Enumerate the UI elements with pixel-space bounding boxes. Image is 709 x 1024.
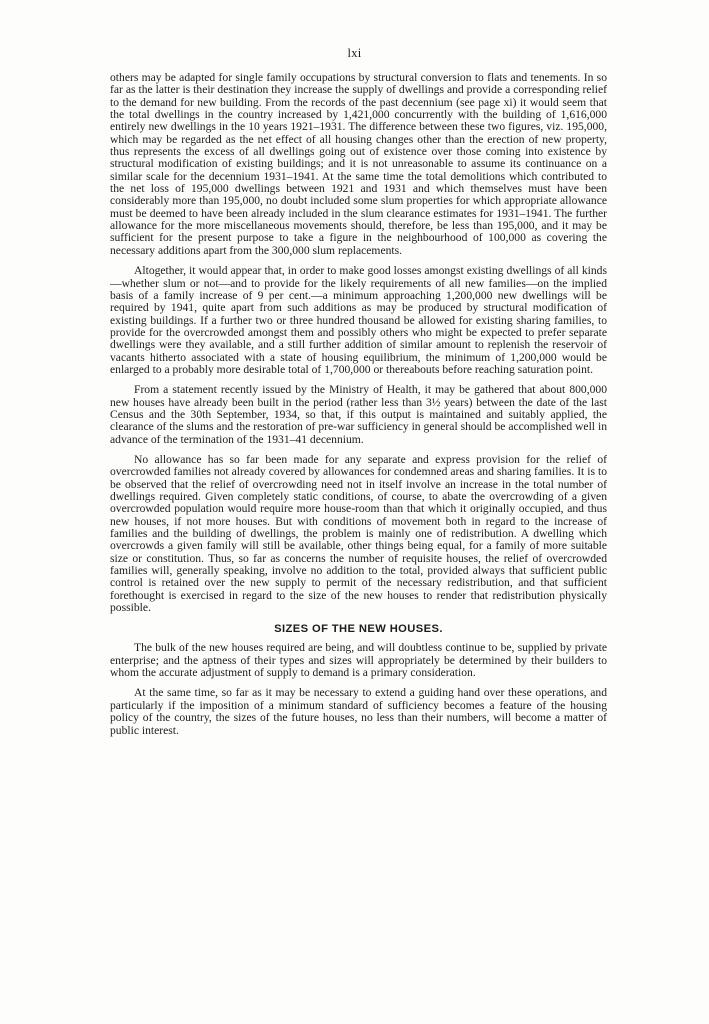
paragraph-guiding-hand: At the same time, so far as it may be necessary to extend a guiding hand over these operations, and particularly if the imposition of a minimum standard of sufficiency becomes a feature of the housing policy of the country, the sizes of the future houses, no less than their numbers, will become a matter of public interest. [110, 686, 607, 737]
paragraph-ministry-statement: From a statement recently issued by the Ministry of Health, it may be gathered that about 800,000 new houses have already been built in the period (rather less than 3½ years) between the date of the last Census and the 30th September, 1934, so that, if this output is maintained and suitably applied, the clearance of the slums and the restoration of pre-war sufficiency in general should be accomplished well in advance of the termination of the 1931–41 decennium. [110, 383, 607, 446]
paragraph-private-enterprise: The bulk of the new houses required are being, and will doubtless continue to be, supplied by private enterprise; and the aptness of their types and sizes will appropriately be determined by their builders to whom the accurate adjustment of supply to demand is a primary consideration. [110, 641, 607, 680]
page-number: lxi [347, 46, 362, 60]
section-heading: SIZES OF THE NEW HOUSES. [274, 623, 443, 636]
paragraph-overcrowding: No allowance has so far been made for any separate and express provision for the relief of overcrowded families not already covered by allowances for condemned areas and sharing families. It is to be observed that the relief of overcrowding need not in itself involve an increase in the total number of dwellings required. Given completely static conditions, of course, to abate the overcrowding of a given overcrowded population would require more house-room than that which it originally occupied, and thus new houses, if not more houses. But with conditions of movement both in regard to the increase of families and the building of dwellings, the problem is mainly one of redistribution. A dwelling which overcrowds a given family will still be available, other things being equal, for a family of more suitable size or constitution. Thus, so far as concerns the number of requisite houses, the relief of overcrowded families will, generally speaking, involve no addition to the total, provided always that sufficient public control is retained over the new supply to permit of the necessary redistribution, and that sufficient forethought is exercised in regard to the size of the new houses to render that redistribution physically possible. [110, 452, 607, 615]
paragraph-continuation: others may be adapted for single family occupations by structural conversion to flats and tenements. In so far as the latter is their destination they increase the supply of dwellings and provide a corresponding relief to the demand for new building. From the records of the past decennium (see page xi) it would seem that the total dwellings in the country increased by 1,421,000 concurrently with the building of 1,616,000 entirely new dwellings in the 10 years 1921–1931. The difference between these two figures, viz. 195,000, which may be regarded as the net effect of all housing changes other than the erection of new property, thus represents the excess of all dwellings going out of existence over those coming into existence by structural modification of existing buildings; and it is not unreasonable to assume its continuance on a similar scale for the decennium 1931–1941. At the same time the total demolitions which contributed to the net loss of 195,000 dwellings between 1921 and 1931 and which themselves must have been considerably more than 195,000, no doubt included some slum properties for which appropriate allowance must be deemed to have been already included in the slum clearance estimates for 1931–1941. The further allowance for the more miscellaneous movements should, therefore, be less than 195,000, and it may be sufficient for the present purpose to take a figure in the neighbourhood of 100,000 as covering the necessary additions apart from the 300,000 slum replacements. [110, 71, 607, 257]
body-text [110, 72, 607, 745]
paragraph-altogether: Altogether, it would appear that, in order to make good losses amongst existing dwellings of all kinds—whether slum or not—and to provide for the likely requirements of all new families—on the implied basis of a family increase of 9 per cent.—a minimum approaching 1,200,000 new dwellings will be required by 1941, quite apart from such additions as may be produced by structural modification of existing buildings. If a further two or three hundred thousand be allowed for existing sharing families, to provide for the overcrowded amongst them and possibly others who might be expected to prefer separate dwellings were they available, and a still further addition of similar amount to replenish the reservoir of vacants hitherto associated with a state of housing equilibrium, the minimum of 1,200,000 would be enlarged to a probably more desirable total of 1,700,000 or thereabouts before reaching saturation point. [110, 264, 607, 376]
